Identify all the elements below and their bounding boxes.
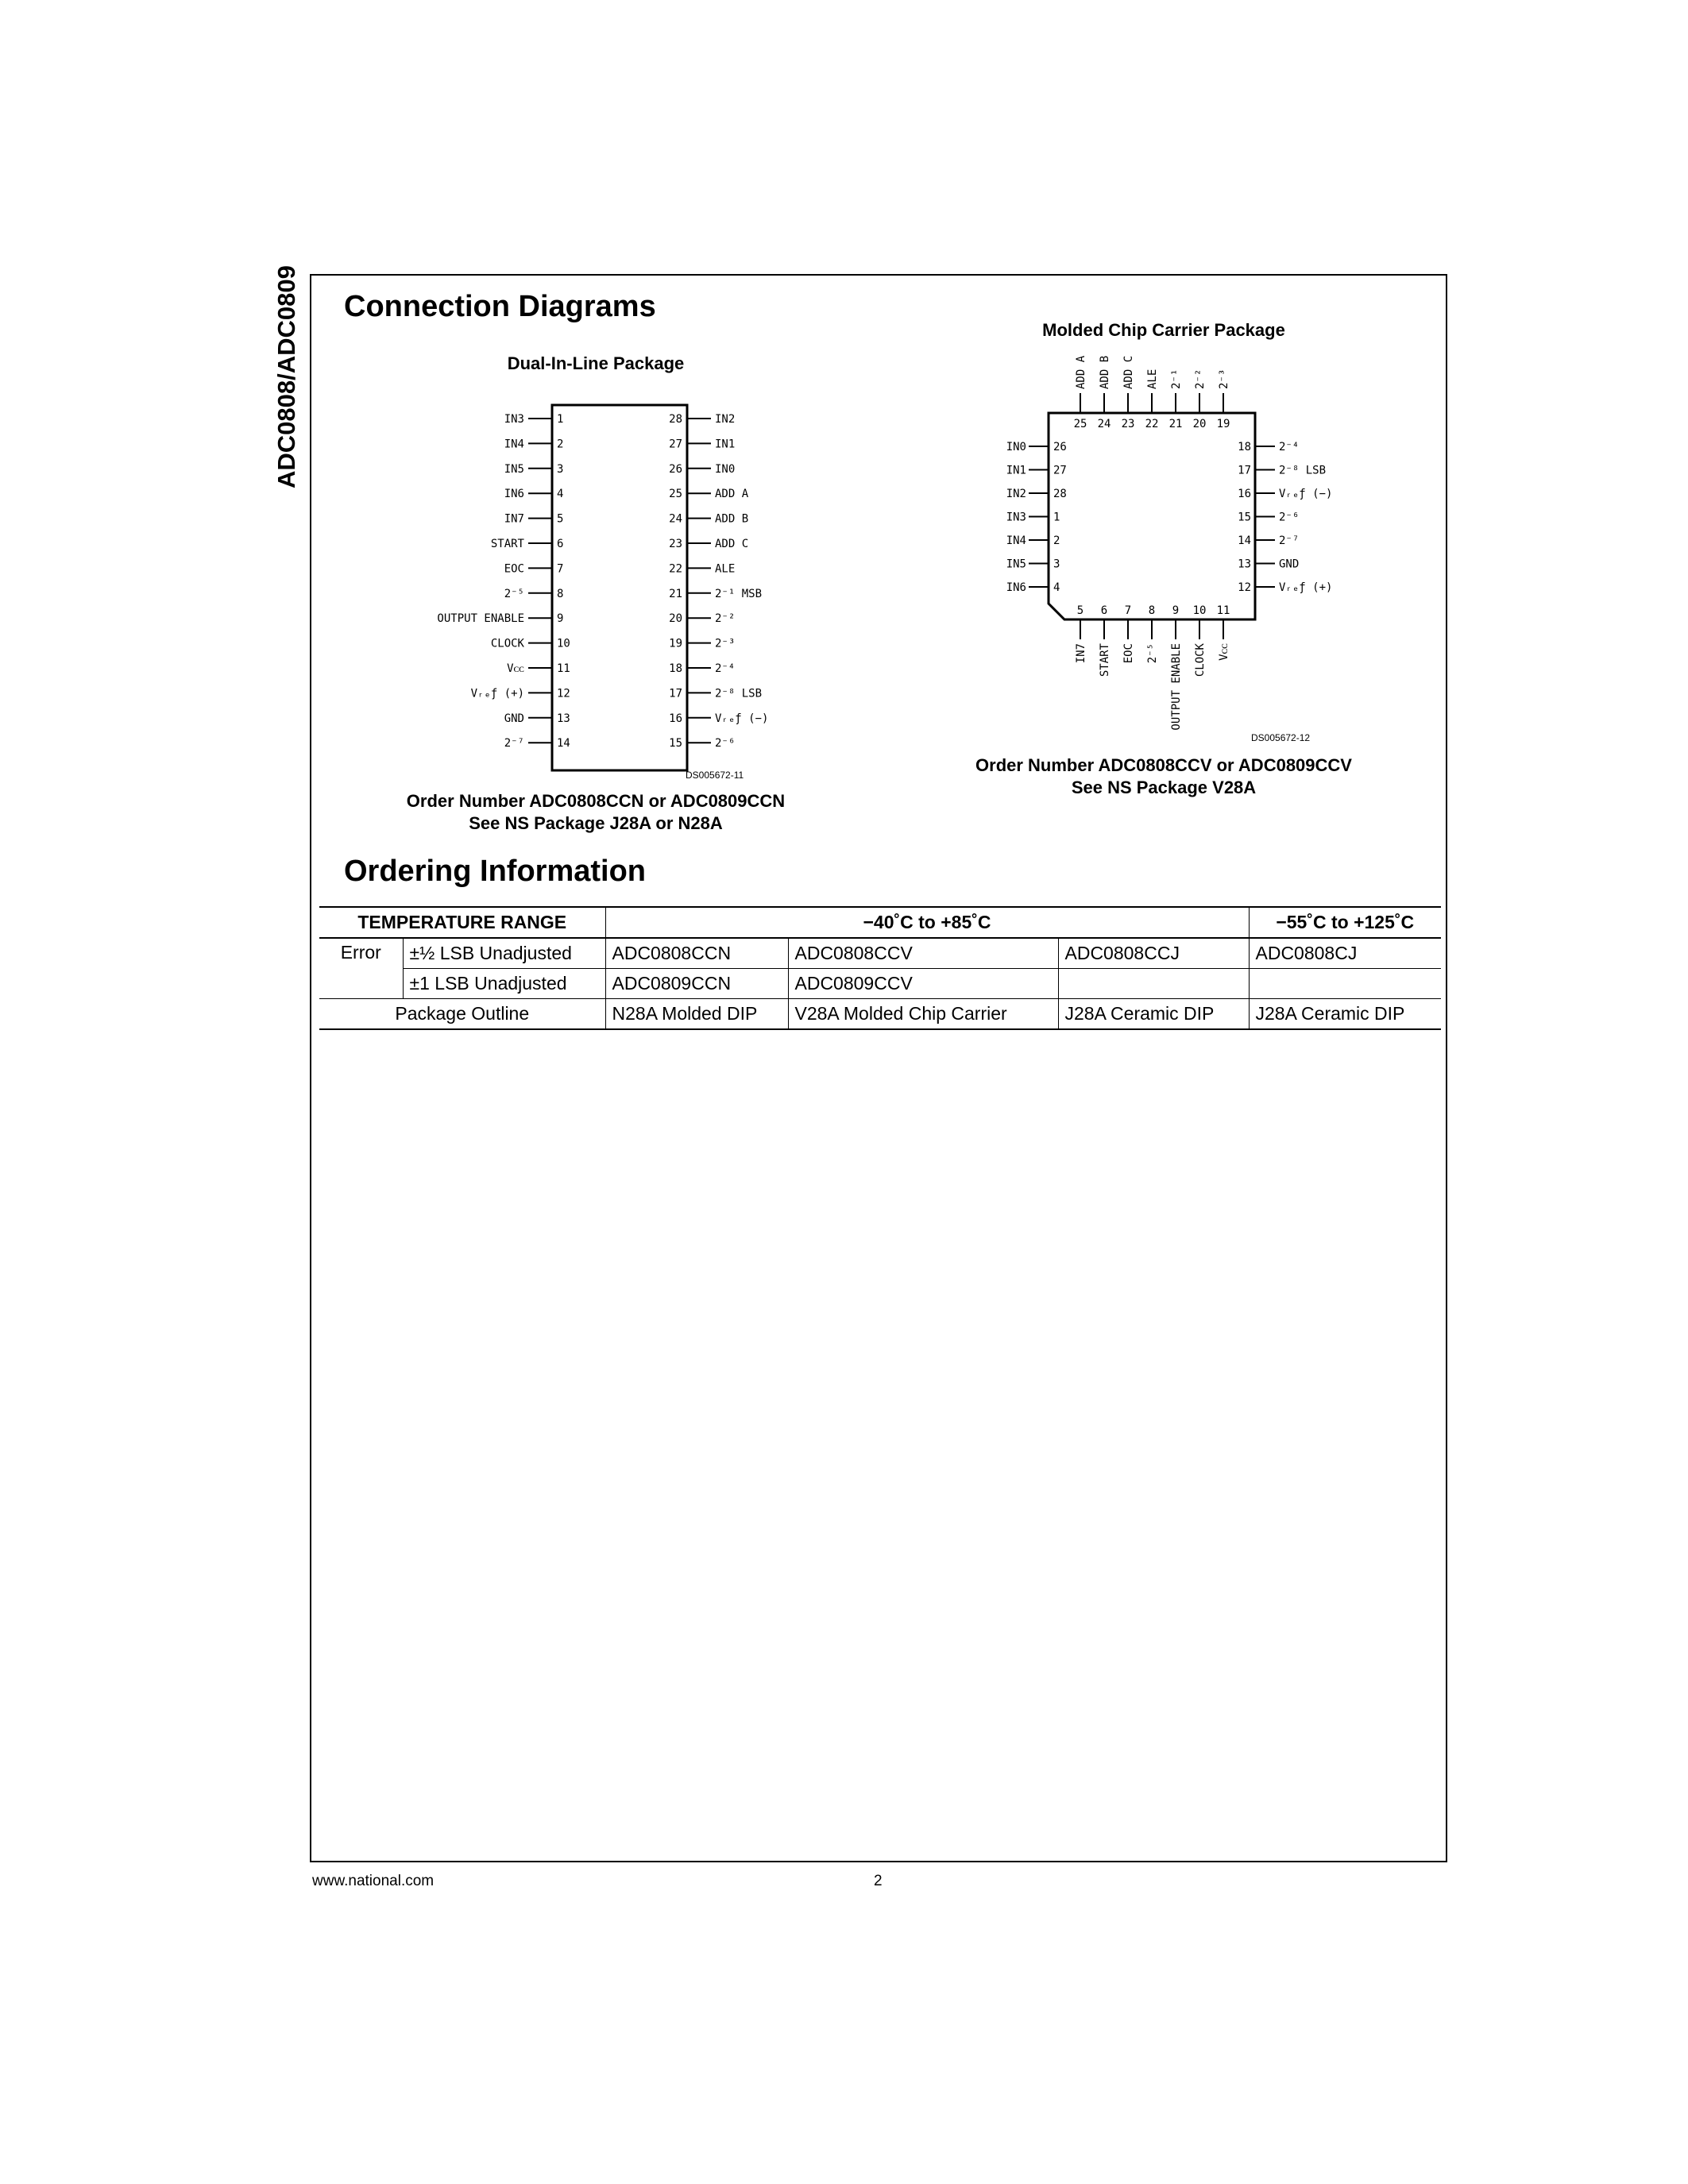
pin-number: 9: [1172, 604, 1180, 617]
pin-name: IN3: [1006, 511, 1026, 524]
pin-number: 21: [1168, 418, 1183, 430]
pin-number: 1: [557, 413, 564, 426]
pin-number: 6: [557, 538, 564, 550]
pin-name: 2⁻²: [1194, 369, 1207, 389]
page-number: 2: [874, 1873, 883, 1889]
pin-name: 2⁻⁶: [715, 737, 736, 751]
plcc-caption: Molded Chip Carrier Package: [1042, 320, 1285, 340]
table-cell: J28A Ceramic DIP: [1058, 999, 1249, 1030]
pin-number: 14: [557, 737, 570, 751]
pin-name: 2⁻⁸ LSB: [1279, 464, 1327, 477]
pin-number: 11: [1216, 604, 1230, 617]
table-cell: ADC0808CJ: [1249, 938, 1441, 969]
pin-number: 17: [669, 687, 682, 700]
pin-name: EOC: [1122, 643, 1135, 664]
error-label: Error: [319, 938, 403, 999]
pin-name: Vᵣₑƒ (+): [470, 687, 524, 700]
pin-name: CLOCK: [1194, 643, 1207, 677]
pin-name: IN5: [504, 462, 524, 476]
pin-number: 23: [1121, 418, 1135, 430]
pin-number: 5: [1076, 604, 1084, 617]
table-cell: ADC0808CCJ: [1058, 938, 1249, 969]
pin-number: 20: [669, 612, 682, 626]
pin-number: 4: [1053, 581, 1060, 594]
pin-name: IN6: [1006, 581, 1026, 594]
table-cell: N28A Molded DIP: [605, 999, 788, 1030]
pin-name: Vᵣₑƒ (−): [715, 712, 769, 725]
pin-number: 1: [1053, 511, 1060, 524]
pin-name: START: [490, 538, 524, 550]
ordering-table: [319, 906, 1441, 1030]
pin-number: 7: [1124, 604, 1132, 617]
pin-number: 6: [1100, 604, 1108, 617]
pin-name: IN6: [504, 488, 524, 501]
pin-number: 26: [1053, 441, 1067, 453]
connection-heading: Connection Diagrams: [344, 290, 656, 323]
pin-number: 10: [1192, 604, 1207, 617]
dip-caption: Dual-In-Line Package: [507, 353, 685, 373]
pin-number: 8: [1148, 604, 1156, 617]
plcc-body: [1049, 413, 1255, 619]
pin-number: 12: [557, 687, 570, 700]
pin-number: 28: [1053, 488, 1067, 500]
table-row: [319, 938, 1441, 969]
pin-name: EOC: [504, 562, 524, 576]
pin-number: 22: [1145, 418, 1159, 430]
table-row: [319, 969, 1441, 999]
table-cell: ADC0808CCN: [605, 938, 788, 969]
pin-number: 27: [669, 438, 682, 451]
pin-number: 9: [557, 612, 564, 626]
pin-number: 19: [1216, 418, 1230, 430]
pin-name: IN7: [1075, 643, 1087, 664]
temp-range-header: TEMPERATURE RANGE: [319, 907, 605, 938]
pin-name: 2⁻¹ MSB: [715, 587, 763, 600]
pin-name: 2⁻⁶: [1279, 511, 1300, 524]
pin-name: ADD A: [715, 488, 749, 501]
pin-name: IN0: [715, 462, 736, 476]
pin-name: OUTPUT ENABLE: [1170, 643, 1183, 731]
table-cell: ADC0809CCN: [605, 969, 788, 999]
pin-number: 19: [669, 637, 682, 650]
plcc-order-line1: Order Number ADC0808CCV or ADC0809CCV: [975, 755, 1352, 775]
pin-number: 5: [557, 512, 564, 526]
pin-name: ADD B: [715, 512, 749, 526]
dip-order-line2: See NS Package J28A or N28A: [469, 813, 723, 833]
pin-number: 16: [669, 712, 682, 725]
pin-number: 24: [669, 512, 682, 526]
side-title: ADC0808/ADC0809: [272, 265, 300, 488]
dip-body: [552, 405, 687, 770]
table-cell: ±½ LSB Unadjusted: [403, 938, 605, 969]
pin-number: 15: [1238, 511, 1251, 524]
pin-number: 2: [1053, 534, 1060, 547]
pin-number: 3: [1053, 558, 1060, 571]
table-cell: [1249, 969, 1441, 999]
plcc-ds-number: DS005672-12: [1251, 732, 1311, 743]
ordering-heading: Ordering Information: [344, 855, 646, 888]
pin-name: 2⁻⁴: [1279, 441, 1300, 453]
pin-number: 17: [1238, 464, 1251, 477]
pin-name: ADD C: [715, 538, 749, 550]
pin-number: 24: [1097, 418, 1111, 430]
pin-number: 13: [557, 712, 570, 725]
table-cell: Package Outline: [319, 999, 605, 1030]
dip-diagram: [413, 401, 786, 798]
pin-number: 23: [669, 538, 682, 550]
table-cell: V28A Molded Chip Carrier: [788, 999, 1058, 1030]
pin-name: IN0: [1006, 441, 1026, 453]
pin-name: START: [1099, 643, 1111, 677]
pin-name: 2⁻³: [1218, 369, 1230, 389]
pin-name: IN1: [1006, 464, 1026, 477]
table-cell: J28A Ceramic DIP: [1249, 999, 1441, 1030]
table-cell: [1058, 969, 1249, 999]
pin-number: 28: [669, 413, 682, 426]
table-cell: ADC0808CCV: [788, 938, 1058, 969]
pin-number: 18: [669, 662, 682, 675]
range1-header: −40˚C to +85˚C: [605, 907, 1249, 938]
pin-name: IN2: [1006, 488, 1026, 500]
pin-name: 2⁻³: [715, 637, 736, 650]
pin-name: IN4: [504, 438, 524, 451]
pin-number: 12: [1238, 581, 1251, 594]
pin-number: 25: [1073, 418, 1087, 430]
pin-name: ADD A: [1075, 355, 1087, 389]
pin-name: 2⁻²: [715, 612, 736, 626]
pin-name: 2⁻⁵: [1146, 643, 1159, 664]
pin-name: GND: [1279, 558, 1300, 571]
pin-number: 26: [669, 462, 682, 476]
pin-name: GND: [504, 712, 524, 725]
pin-number: 21: [669, 587, 682, 600]
pin-number: 4: [557, 488, 564, 501]
footer-url[interactable]: www.national.com: [312, 1873, 435, 1889]
pin-number: 8: [557, 587, 564, 600]
pin-name: OUTPUT ENABLE: [437, 612, 524, 626]
pin-name: IN4: [1006, 534, 1026, 547]
pin-name: IN3: [504, 413, 524, 426]
pin-name: ALE: [1146, 369, 1159, 389]
pin-name: IN1: [715, 438, 736, 451]
table-cell: ±1 LSB Unadjusted: [403, 969, 605, 999]
range2-header: −55˚C to +125˚C: [1249, 907, 1441, 938]
plcc-diagram: [1001, 349, 1350, 747]
pin-number: 3: [557, 462, 564, 476]
pin-number: 25: [669, 488, 682, 501]
pin-name: Vᵣₑƒ (+): [1279, 581, 1333, 594]
pin-number: 14: [1238, 534, 1251, 547]
pin-name: IN7: [504, 512, 524, 526]
pin-name: 2⁻¹: [1170, 369, 1183, 389]
pin-number: 7: [557, 562, 564, 576]
pin-number: 27: [1053, 464, 1067, 477]
pin-name: ALE: [715, 562, 736, 576]
pin-name: IN2: [715, 413, 736, 426]
pin-name: IN5: [1006, 558, 1026, 571]
table-row: [319, 999, 1441, 1030]
dip-ds-number: DS005672-11: [686, 770, 744, 781]
pin-number: 18: [1238, 441, 1251, 453]
plcc-order-line2: See NS Package V28A: [1071, 778, 1257, 797]
pin-number: 13: [1238, 558, 1251, 571]
dip-order-line1: Order Number ADC0808CCN or ADC0809CCN: [406, 791, 786, 811]
pin-name: 2⁻⁵: [504, 587, 524, 600]
pin-name: 2⁻⁷: [1279, 534, 1300, 547]
pin-name: CLOCK: [490, 637, 524, 650]
pin-name: Vᴄᴄ: [1218, 643, 1230, 661]
pin-number: 11: [557, 662, 570, 675]
pin-number: 10: [557, 637, 570, 650]
table-cell: ADC0809CCV: [788, 969, 1058, 999]
pin-name: Vᵣₑƒ (−): [1279, 488, 1333, 500]
pin-name: 2⁻⁴: [715, 662, 736, 675]
pin-number: 16: [1238, 488, 1251, 500]
pin-name: 2⁻⁷: [504, 737, 524, 751]
pin-number: 2: [557, 438, 564, 451]
pin-number: 15: [669, 737, 682, 751]
pin-name: ADD C: [1122, 355, 1135, 389]
pin-number: 22: [669, 562, 682, 576]
table-header-row: [319, 907, 1441, 938]
pin-number: 20: [1192, 418, 1207, 430]
pin-name: ADD B: [1099, 355, 1111, 389]
pin-name: 2⁻⁸ LSB: [715, 687, 763, 700]
pin-name: Vᴄᴄ: [507, 662, 524, 675]
